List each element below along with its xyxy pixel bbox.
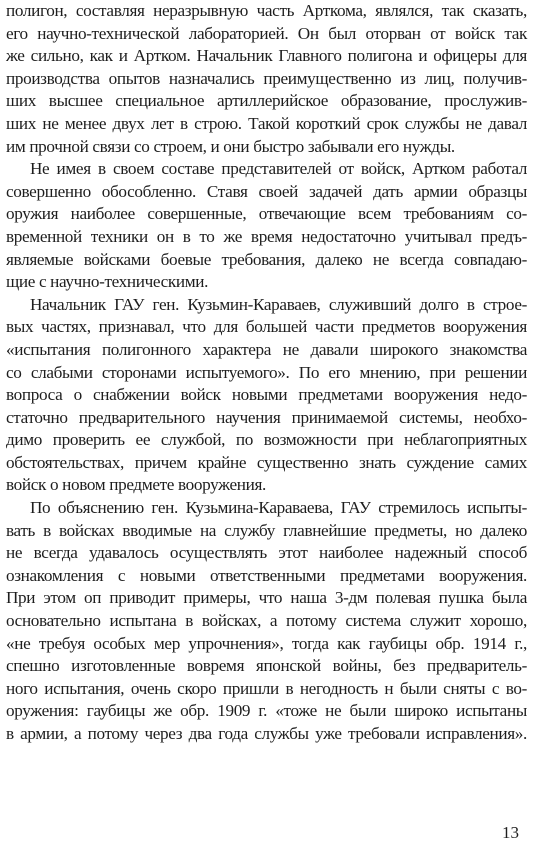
- text-line: оружия наиболее совершенные, отвечающие всем требованиям со-: [6, 204, 527, 224]
- text-line: При этом оп приводит примеры, что наша 3-дм полевая пушка была: [6, 588, 527, 608]
- text-line: ших не менее двух лет в строю. Такой короткий срок службы не давал: [6, 113, 527, 133]
- text-line: оружения: гаубицы же обр. 1909 г. «тоже не были широко испытаны: [6, 701, 527, 721]
- text-line: щие с научно-техническими.: [6, 272, 209, 292]
- paragraph: [6, 497, 527, 746]
- text-line: спешно изготовленные вовремя японской войны, без предваритель-: [6, 656, 527, 676]
- text-line: производства опытов назначались преимущественно из лиц, получив-: [6, 68, 527, 88]
- text-line: обстоятельствах, причем крайне существенно знать суждение самих: [6, 452, 527, 472]
- text-line: ного испытания, очень скоро пришли в негодность н были сняты с во-: [6, 678, 527, 698]
- text-line: войск о новом предмете вооружения.: [6, 475, 266, 495]
- paragraph: [6, 0, 527, 158]
- text-line: Не имея в своем составе представителей от войск, Артком работал: [30, 159, 527, 179]
- text-line: основательно испытана в войсках, а потому система служит хорошо,: [6, 611, 527, 631]
- text-line: статочно предварительного научения принимаемой системы, необхо-: [6, 407, 527, 427]
- text-line: «испытания полигонного характера не давали широкого знакомства: [6, 339, 527, 359]
- text-line: совершенно обособленно. Ставя своей задачей дать армии образцы: [6, 181, 527, 201]
- text-line: По объяснению ген. Кузьмина-Караваева, ГАУ стремилось испыты-: [30, 498, 527, 518]
- text-line: вых частях, признавал, что для большей части предметов вооружения: [6, 317, 527, 337]
- text-line: в армии, а потому через два года службы уже требовали исправления».: [6, 724, 527, 743]
- text-line: его научно-технической лабораторией. Он был оторван от войск так: [6, 23, 527, 43]
- text-line: со слабыми сторонами испытуемого». По его мнению, при решении: [6, 362, 527, 382]
- text-line: же сильно, как и Артком. Начальник Главного полигона и офицеры для: [6, 46, 527, 66]
- text-line: ознакомления с новыми ответственными предметами вооружения.: [6, 565, 527, 585]
- text-line: Начальник ГАУ ген. Кузьмин-Караваев, служивший долго в строе-: [30, 294, 527, 314]
- text-line: ших высшее специальное артиллерийское образование, прослужив-: [6, 91, 527, 111]
- text-line: димо проверить ее службой, по возможности при неблагоприятных: [6, 430, 527, 450]
- text-line: вать в войсках вводимые на службу главнейшие предметы, но далеко: [6, 520, 527, 540]
- text-line: «не требуя особых мер упрочнения», тогда как гаубицы обр. 1914 г.,: [6, 633, 527, 653]
- page-number: 13: [502, 823, 519, 842]
- text-line: являемые войсками боевые требования, далеко не всегда совпадаю-: [6, 249, 527, 269]
- text-line: вопроса о снабжении войск новыми предметами вооружения недо-: [6, 385, 527, 405]
- text-line: не всегда удавалось осуществлять этот наиболее надежный способ: [6, 543, 527, 563]
- text-line: им прочной связи со строем, и они быстро забывали его нужды.: [6, 136, 455, 156]
- text-line: временной техники он в то же время недостаточно учитывал предъ-: [6, 226, 527, 246]
- paragraph: [6, 158, 527, 294]
- paragraph: [6, 294, 527, 497]
- text-line: полигон, составляя неразрывную часть Арткома, являлся, так сказать,: [6, 1, 527, 20]
- text-column: [6, 0, 527, 746]
